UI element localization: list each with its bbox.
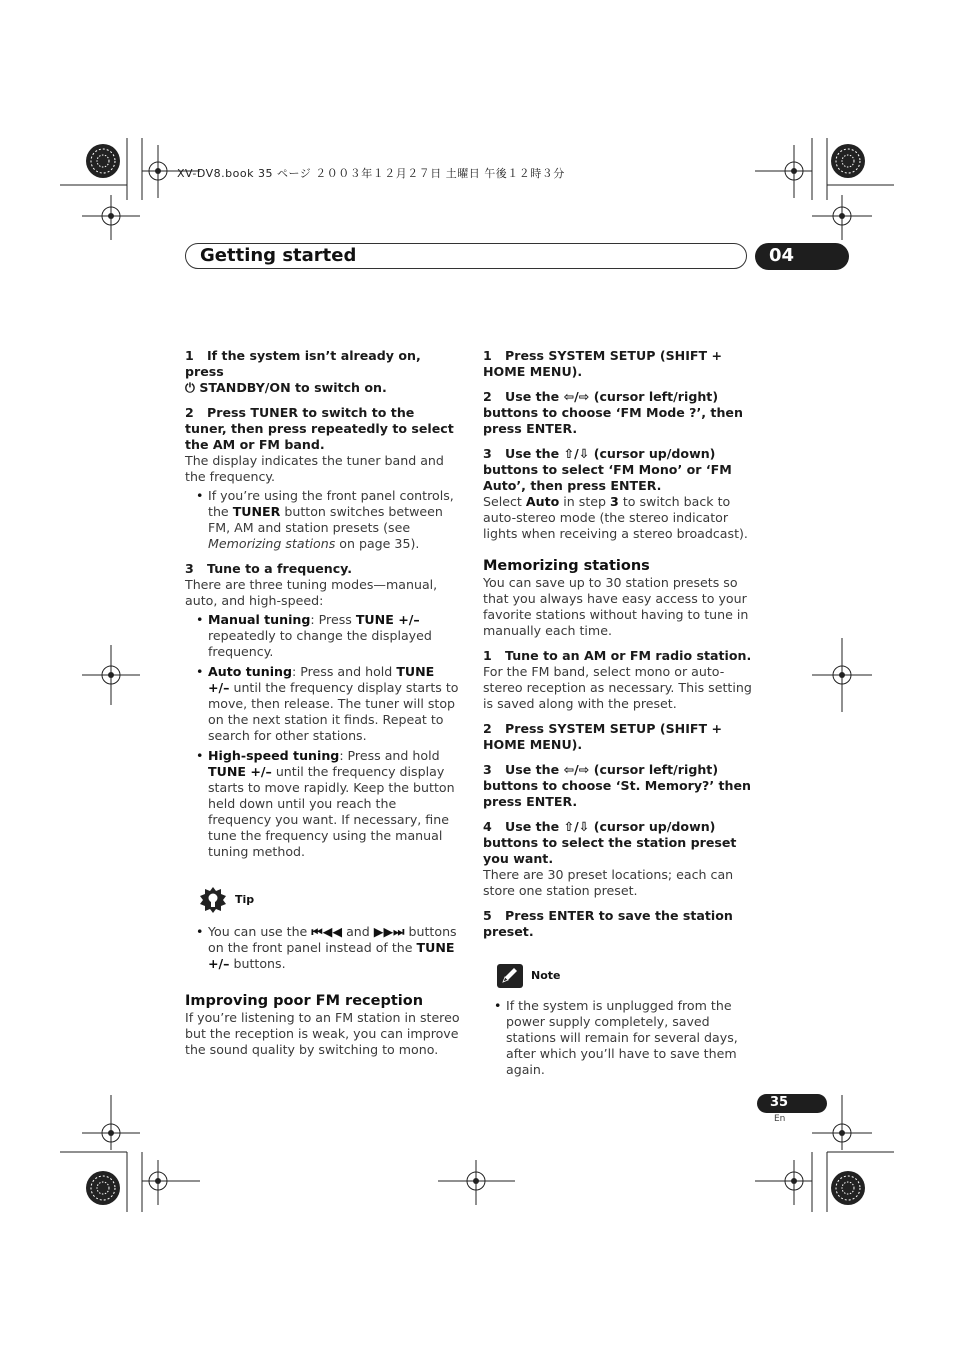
fm-step-3: 3 Use the ⇧/⇩ (cursor up/down) buttons to select ‘FM Mono’ or ‘FM Auto’, then press ENTER. xyxy=(483,446,732,493)
page-number-tab xyxy=(757,1094,827,1113)
list-item: • You can use the ⏮◀◀ and ▶▶⏭ buttons on the front panel instead of the TUNE +/– buttons. xyxy=(185,924,460,972)
chapter-number-tab xyxy=(755,243,849,270)
left-column xyxy=(185,348,460,1058)
mem-step-4-desc: There are 30 preset locations; each can store one station preset. xyxy=(483,867,734,898)
note-list xyxy=(483,998,758,1078)
fm-step-2: 2 Use the ⇦/⇨ (cursor left/right) buttons to choose ‘FM Mode ?’, then press ENTER. xyxy=(483,389,743,436)
tuning-modes-list xyxy=(185,612,460,860)
arrow-left-right-icon: ⇦/⇨ xyxy=(563,762,590,777)
step-2-bullets xyxy=(185,488,460,552)
chapter-title-bar xyxy=(185,243,747,269)
skip-back-icon: ⏮◀◀ xyxy=(311,924,343,939)
list-item-auto-tuning: • Auto tuning: Press and hold TUNE +/– until the frequency display starts to move, then release. The tuner will stop on the next station it finds. Repeat to search for other stations. xyxy=(185,664,460,744)
language-code: En xyxy=(774,1114,786,1124)
chapter-number: 04 xyxy=(769,245,795,266)
list-item: • If you’re using the front panel controls, the TUNER button switches between FM, AM and station presets (see Memorizing stations on page 35). xyxy=(185,488,460,552)
tip-box xyxy=(199,886,460,914)
mem-step-5: 5 Press ENTER to save the station preset. xyxy=(483,908,733,939)
step-2-desc: The display indicates the tuner band and the frequency. xyxy=(185,453,444,484)
mem-step-4: 4 Use the ⇧/⇩ (cursor up/down) buttons to select the station preset you want. xyxy=(483,819,737,866)
fm-step-3-desc: Select Auto in step 3 to switch back to auto-stereo mode (the stereo indicator lights when receiving a stereo broadcast). xyxy=(483,494,748,541)
mem-step-2: 2 Press SYSTEM SETUP (SHIFT + HOME MENU). xyxy=(483,721,723,752)
fm-reception-heading: Improving poor FM reception xyxy=(185,993,424,1009)
note-box xyxy=(497,964,758,988)
chapter-title: Getting started xyxy=(200,245,357,266)
fm-reception-desc: If you’re listening to an FM station in stereo but the reception is weak, you can improve the sound quality by switching to mono. xyxy=(185,1010,460,1057)
page-number: 35 xyxy=(770,1095,789,1110)
step-3: 3 Tune to a frequency. xyxy=(185,561,353,576)
arrow-up-down-icon: ⇧/⇩ xyxy=(563,446,590,461)
list-item-high-speed-tuning: • High-speed tuning: Press and hold TUNE +/– until the frequency display starts to move rapidly. Keep the button held down until you reach the frequency you want. If necessary, fine tune the frequency using the manual tuning method. xyxy=(185,748,460,860)
mem-step-1: 1 Tune to an AM or FM radio station. xyxy=(483,648,752,663)
note-label: Note xyxy=(531,969,561,982)
right-column xyxy=(483,348,758,1082)
fm-step-1: 1 Press SYSTEM SETUP (SHIFT + HOME MENU). xyxy=(483,348,723,379)
list-item-manual-tuning: • Manual tuning: Press TUNE +/– repeatedly to change the displayed frequency. xyxy=(185,612,460,660)
lightbulb-icon xyxy=(199,886,227,914)
memorizing-desc: You can save up to 30 station presets so that you always have easy access to your favorite stations without having to tune in manually each time. xyxy=(483,575,749,638)
arrow-up-down-icon: ⇧/⇩ xyxy=(563,819,590,834)
skip-forward-icon: ▶▶⏭ xyxy=(373,924,405,939)
step-1: 1 If the system isn’t already on, press ⏻ STANDBY/ON to switch on. xyxy=(185,348,421,395)
pencil-note-icon xyxy=(497,964,523,988)
step-3-desc: There are three tuning modes—manual, auto, and high-speed: xyxy=(185,577,438,608)
list-item: • If the system is unplugged from the power supply completely, saved stations will remain for several days, after which you’ll have to save them again. xyxy=(483,998,758,1078)
step-2: 2 Press TUNER to switch to the tuner, then press repeatedly to select the AM or FM band. xyxy=(185,405,454,452)
mem-step-3: 3 Use the ⇦/⇨ (cursor left/right) buttons to choose ‘St. Memory?’ then press ENTER. xyxy=(483,762,752,809)
tip-label: Tip xyxy=(235,893,255,906)
file-header: XV-DV8.book 35 ページ ２００３年１２月２７日 土曜日 午後１２時３分 xyxy=(177,167,565,180)
power-icon: ⏻ xyxy=(185,380,195,395)
tip-list xyxy=(185,924,460,972)
mem-step-1-desc: For the FM band, select mono or auto-stereo reception as necessary. This setting is saved along with the preset. xyxy=(483,664,752,711)
arrow-left-right-icon: ⇦/⇨ xyxy=(563,389,590,404)
memorizing-heading: Memorizing stations xyxy=(483,558,650,574)
